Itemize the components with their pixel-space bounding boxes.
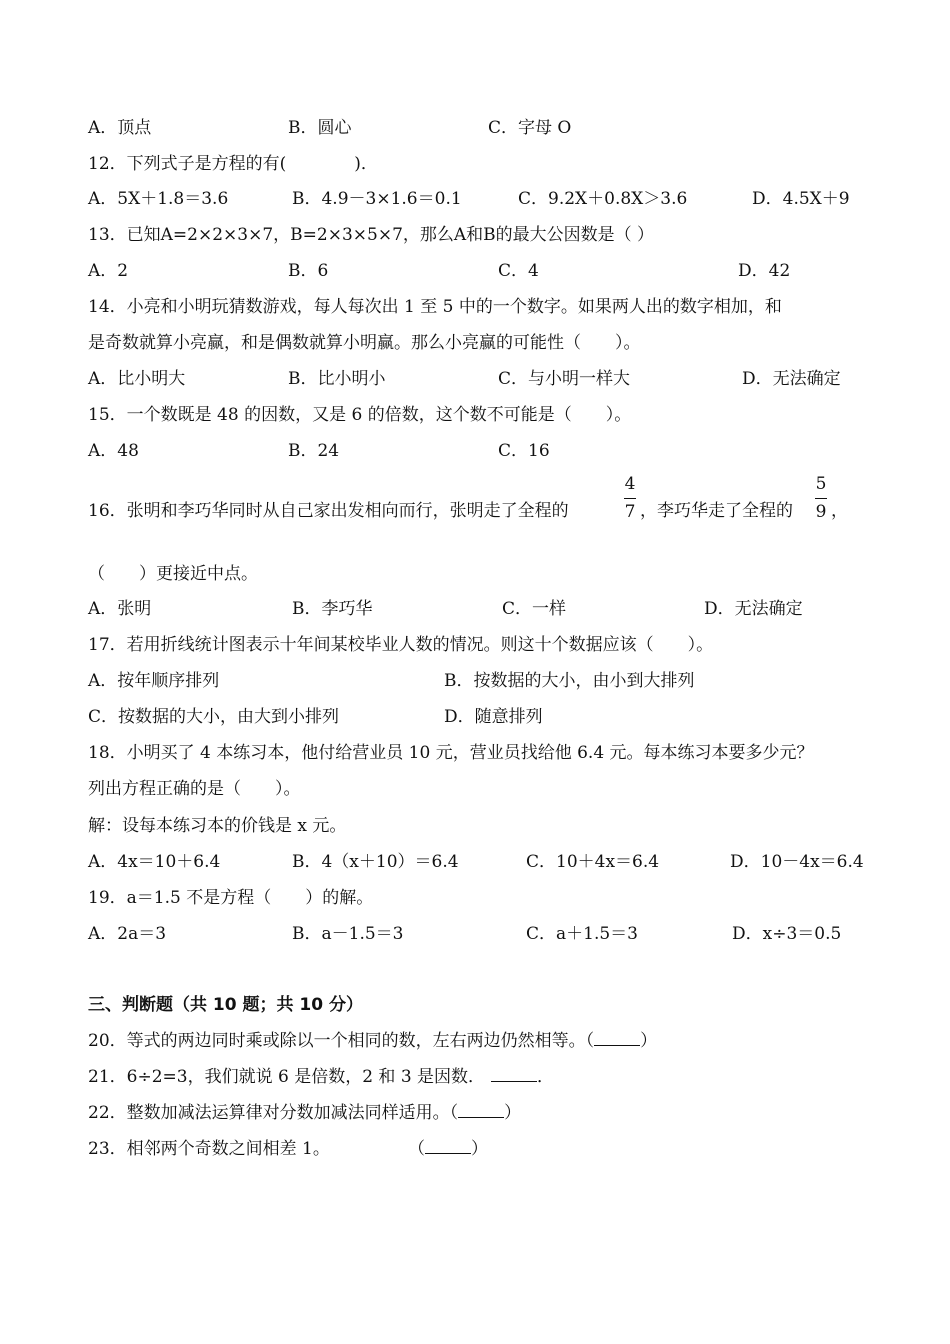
q16-stem-line2: （ ）更接近中点。 [88, 564, 258, 584]
q19-stem: 19．a＝1.5 不是方程（ ）的解。 [88, 888, 374, 908]
q14-option-d: D．无法确定 [742, 369, 841, 389]
q13-stem: 13．已知A=2×2×3×7，B=2×3×5×7，那么A和B的最大公因数是（ ） [88, 225, 655, 245]
fraction-bar [624, 498, 636, 499]
q20 [88, 1030, 657, 1052]
q16-option-c: C．一样 [502, 599, 567, 619]
q14-stem-line1: 14．小亮和小明玩猜数游戏，每人每次出 1 至 5 中的一个数字。如果两人出的数字相加，和 [88, 297, 782, 317]
q22-answer-blank[interactable] [458, 1103, 504, 1118]
q11-option-b: B．圆心 [288, 118, 352, 138]
q21 [88, 1066, 554, 1088]
fraction-bar [815, 498, 827, 499]
q17-option-a: A．按年顺序排列 [88, 671, 220, 691]
q16-option-d: D．无法确定 [704, 599, 803, 619]
q17-option-d: D．随意排列 [444, 707, 543, 727]
section-title-judgment: 三、判断题（共 10 题；共 10 分） [88, 995, 363, 1015]
q16-option-a: A．张明 [88, 599, 152, 619]
q14-option-c: C．与小明一样大 [498, 369, 631, 389]
q12-option-d: D．4.5X＋9 [752, 189, 850, 209]
q16-fraction1-denominator: 7 [624, 502, 636, 522]
q15-option-b: B．24 [288, 441, 340, 461]
q17-stem: 17．若用折线统计图表示十年间某校毕业人数的情况。则这十个数据应该（ ）。 [88, 635, 714, 655]
q18-stem-line2: 列出方程正确的是（ ）。 [88, 779, 301, 799]
q11-option-c: C．字母 O [488, 118, 572, 138]
q18-option-d: D．10－4x＝6.4 [730, 852, 864, 872]
q23-answer-blank[interactable] [425, 1139, 471, 1154]
q18-stem-line1: 18．小明买了 4 本练习本，他付给营业员 10 元，营业员找给他 6.4 元。每本练习本要多少元？ [88, 743, 814, 763]
q18-option-a: A．4x＝10＋6.4 [88, 852, 221, 872]
q18-option-c: C．10＋4x＝6.4 [526, 852, 660, 872]
q13-option-c: C．4 [498, 261, 539, 281]
q23-answer [408, 1138, 488, 1160]
q21-end-mark: ． [537, 1067, 555, 1087]
q20-stem: 20．等式的两边同时乘或除以一个相同的数，左右两边仍然相等。（ [88, 1031, 595, 1051]
q12-option-b: B．4.9－3×1.6＝0.1 [292, 189, 462, 209]
q22-close-paren: ） [504, 1103, 522, 1123]
q12-stem: 12．下列式子是方程的有( )． [88, 154, 378, 174]
q22 [88, 1102, 521, 1124]
q16-fraction1-numerator: 4 [624, 474, 636, 494]
q18-solution: 解：设每本练习本的价钱是 x 元。 [88, 816, 347, 836]
q20-close-paren: ） [640, 1031, 658, 1051]
q19-option-d: D．x÷3＝0.5 [732, 924, 842, 944]
q17-option-b: B．按数据的大小，由小到大排列 [444, 671, 695, 691]
q17-option-c: C．按数据的大小，由大到小排列 [88, 707, 340, 727]
q15-option-a: A．48 [88, 441, 139, 461]
q22-stem: 22．整数加减法运算律对分数加减法同样适用。（ [88, 1103, 459, 1123]
q12-option-a: A．5X＋1.8＝3.6 [88, 189, 229, 209]
q16-fraction2-numerator: 5 [815, 474, 827, 494]
q21-answer-blank[interactable] [491, 1067, 537, 1082]
q12-option-c: C．9.2X＋0.8X＞3.6 [518, 189, 688, 209]
q13-option-d: D．42 [738, 261, 791, 281]
q15-option-c: C．16 [498, 441, 550, 461]
q16-option-b: B．李巧华 [292, 599, 373, 619]
q16-stem-part3: ， [831, 501, 848, 521]
q23-close-paren: ） [471, 1139, 488, 1159]
q14-option-b: B．比小明小 [288, 369, 386, 389]
q13-option-b: B．6 [288, 261, 329, 281]
q16-stem-part1: 16．张明和李巧华同时从自己家出发相向而行，张明走了全程的 [88, 501, 569, 521]
q19-option-b: B．a－1.5＝3 [292, 924, 404, 944]
q19-option-c: C．a＋1.5＝3 [526, 924, 638, 944]
q16-stem-part2: ，李巧华走了全程的 [640, 501, 793, 521]
q15-stem: 15．一个数既是 48 的因数，又是 6 的倍数，这个数不可能是（ ）。 [88, 405, 632, 425]
q23-open-paren: （ [408, 1139, 425, 1159]
q19-option-a: A．2a＝3 [88, 924, 167, 944]
q21-stem: 21．6÷2=3，我们就说 6 是倍数，2 和 3 是因数． [88, 1067, 486, 1087]
q13-option-a: A．2 [88, 261, 129, 281]
q16-fraction2-denominator: 9 [815, 502, 827, 522]
q14-option-a: A．比小明大 [88, 369, 186, 389]
q18-option-b: B．4（x＋10）＝6.4 [292, 852, 459, 872]
q23-stem: 23．相邻两个奇数之间相差 1。 [88, 1139, 330, 1159]
q14-stem-line2: 是奇数就算小亮赢，和是偶数就算小明赢。那么小亮赢的可能性（ ）。 [88, 333, 641, 353]
q20-answer-blank[interactable] [594, 1031, 640, 1046]
q11-option-a: A．顶点 [88, 118, 152, 138]
